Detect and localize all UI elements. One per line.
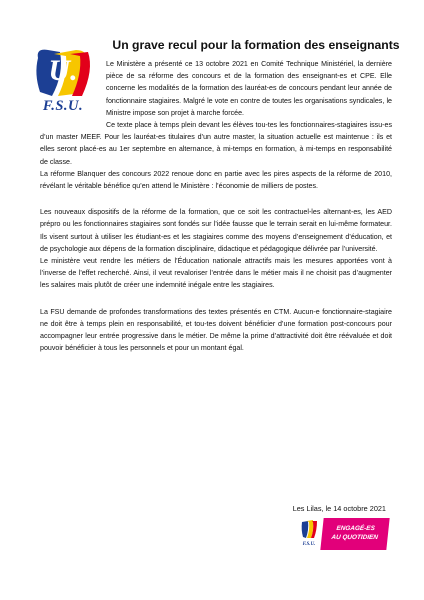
footer-logo-text: F.S.U. — [302, 542, 316, 547]
paragraph: Ce texte place à temps plein devant les élèves tou-tes les fonctionnaires-stagiaires issu-es d’un master MEEF. Pour les lauréat-es titulaires d’un autre master, la situation actuelle est maintenue : ils et elles seront placé-es au 1er septembre en alternance, à mi-temps en formation, à mi-temps en responsabilité de classe. — [40, 121, 392, 166]
paragraph: Le Ministère a présenté ce 13 octobre 2021 en Comité Technique Ministériel, la dernière pièce de sa réforme des concours et de la formation des enseignant-es et CPE. Elle concerne les modalités de la formation des lauréat-es de concours pendant leur année de fonctionnaire stagiaires. Malgré le vote en contre de toutes les organisations syndicales, le Ministre impose son projet à marche forcée. — [106, 60, 392, 117]
logo-text: F.S.U. — [42, 98, 84, 114]
paragraph: Les nouveaux dispositifs de la réforme de la formation, que ce soit les contractuel-les alternant-es, les AED prépro ou les fonctionnaires stagiaires sont fondés sur l’idée fausse que le terrain serait en lui-même formateur. Ils visent surtout à utiliser les étudiant-es et les stagiaires comme des moyens d’enseignement d’éducation, et de psychologie aux dépens de la formation disciplinaire, didactique et pédagogique délivrée par l’université. — [40, 208, 392, 253]
badge-line-1: ENGAGÉ-ES — [336, 525, 376, 532]
paragraph: Le ministère veut rendre les métiers de l’Éducation nationale attractifs mais les mesures apportées vont à l’inverse de l’effet recherché. Ainsi, il veut revaloriser l’entrée dans le métier mais il ne choisit pas d’augmenter les salaires mais plutôt de créer une indemnité inégale entre les stagiaires. — [40, 257, 392, 290]
body-text — [40, 58, 392, 354]
signoff-date: Les Lilas, le 14 octobre 2021 — [292, 504, 386, 513]
engaged-badge — [320, 518, 389, 550]
paragraph: La réforme Blanquer des concours 2022 renoue donc en partie avec les pires aspects de la réforme de 2010, révélant le véritable bénéfice qu’en attend le Ministère : l’économie de milliers de postes. — [40, 169, 392, 191]
page-title: Un grave recul pour la formation des enseignants — [112, 38, 400, 52]
svg-text:U.: U. — [48, 54, 78, 87]
paragraph: La FSU demande de profondes transformations des textes présentés en CTM. Aucun-e fonctionnaire-stagiaire ne doit être à temps plein en responsabilité, et tou-tes doivent bénéficier d’une formation post-concours pour accompagner leur entrée progressive dans le métier. De même la prime d’attractivité doit être réévaluée et doit pouvoir bénéficier à tous les personnels et pour un montant égal. — [40, 307, 392, 353]
badge-line-2: AU QUOTIDIEN — [330, 534, 379, 541]
